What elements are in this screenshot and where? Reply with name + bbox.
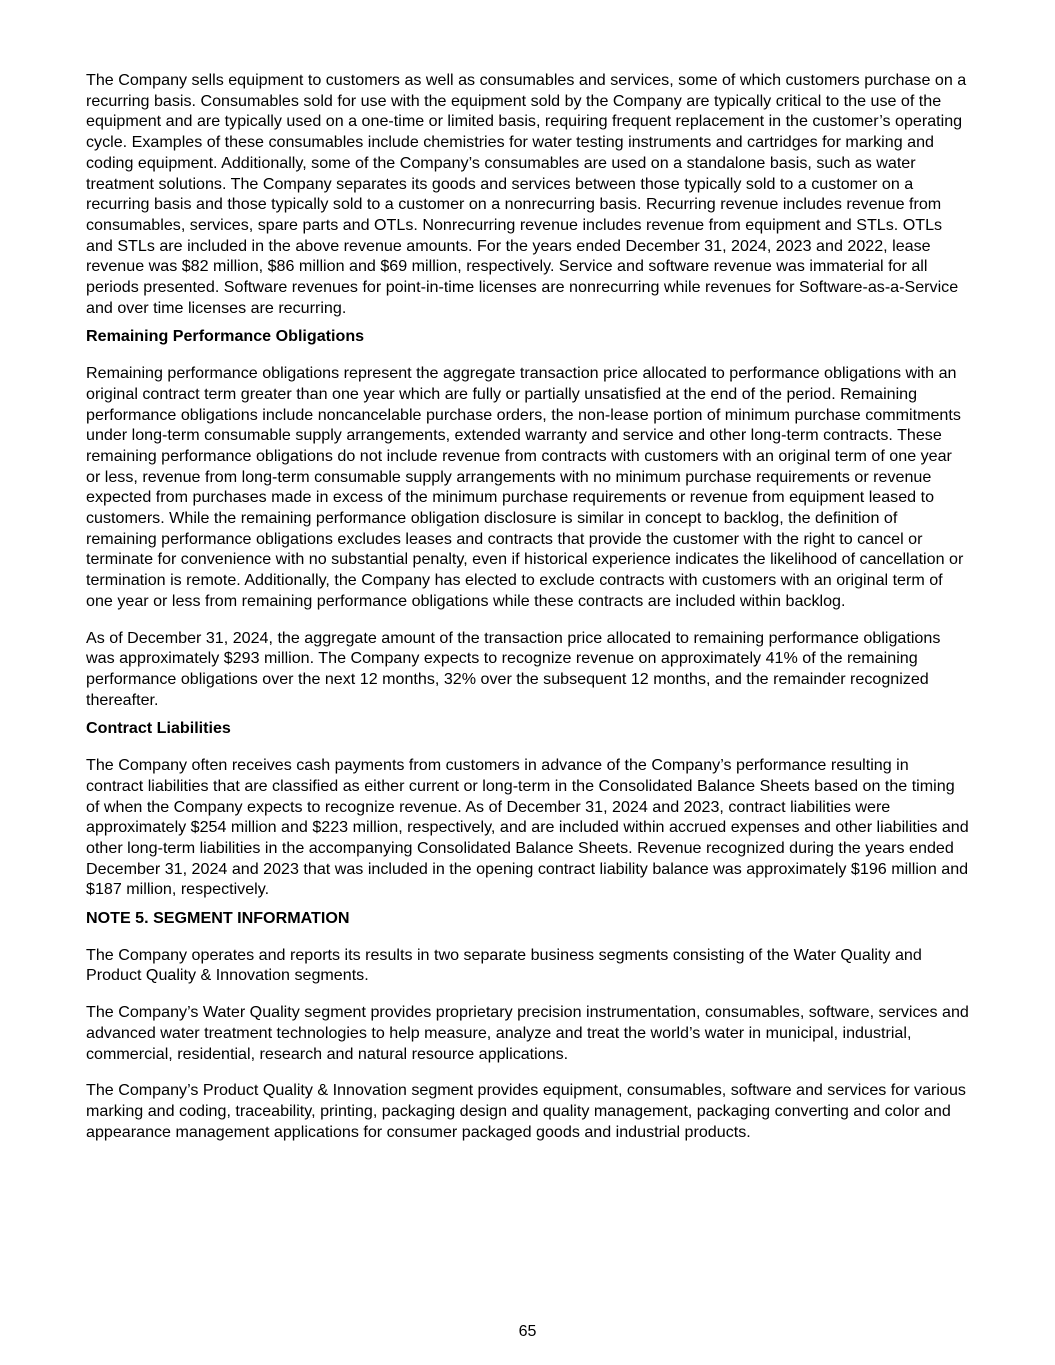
note-5-heading: NOTE 5. SEGMENT INFORMATION (86, 909, 350, 928)
rpo-definition-paragraph: Remaining performance obligations represent the aggregate transaction price allocated to performance obligations with an original contract term greater than one year which are fully or partially unsatisfied at the end of the period. Remaining performance obligations include noncancelable purchase orders, the non-lease portion of minimum purchase commitments under long-term consumable supply arrangements, extended warranty and service and other long-term contracts. These remaining performance obligations do not include revenue from contracts with customers with an original term of one year or less, revenue from long-term consumable supply arrangements with no minimum purchase requirements or revenue expected from purchases made in excess of the minimum purchase requirements or revenue from equipment leased to customers. While the remaining performance obligation disclosure is similar in concept to backlog, the definition of remaining performance obligations excludes leases and contracts that provide the customer with the right to cancel or terminate for convenience with no substantial penalty, even if historical experience indicates the likelihood of cancellation or termination is remote. Additionally, the Company has elected to exclude contracts with customers with an original term of one year or less from remaining performance obligations while these contracts are included within backlog. (86, 364, 964, 610)
contract-liabilities-heading: Contract Liabilities (86, 719, 231, 738)
rpo-amount-paragraph: As of December 31, 2024, the aggregate amount of the transaction price allocated to remaining performance obligations was approximately $293 million. The Company expects to recognize revenue on approximately 41% of the remaining performance obligations over the next 12 months, 32% over the subsequent 12 months, and the remainder recognized thereafter. (86, 628, 941, 709)
segments-overview-paragraph: The Company operates and reports its results in two separate business segments consisting of the Water Quality and Product Quality & Innovation segments. (86, 945, 922, 985)
revenue-paragraph: The Company sells equipment to customers as well as consumables and services, some of which customers purchase on a recurring basis. Consumables sold for use with the equipment sold by the Company are typically critical to the use of the equipment and are typically used on a one-time or limited basis, requiring frequent replacement in the customer’s operating cycle. Examples of these consumables include chemistries for water testing instruments and cartridges for marking and coding equipment. Additionally, some of the Company’s consumables are used on a standalone basis, such as water treatment solutions. The Company separates its goods and services between those typically sold to a customer on a recurring basis and those typically sold to a customer on a nonrecurring basis. Recurring revenue includes revenue from consumables, services, spare parts and OTLs. Nonrecurring revenue includes revenue from equipment and STLs. OTLs and STLs are included in the above revenue amounts. For the years ended December 31, 2024, 2023 and 2022, lease revenue was $82 million, $86 million and $69 million, respectively. Service and software revenue was immaterial for all periods presented. Software revenues for point-in-time licenses are nonrecurring while revenues for Software-as-a-Service and over time licenses are recurring. (86, 71, 967, 317)
document-page (86, 70, 970, 1158)
product-quality-paragraph: The Company’s Product Quality & Innovation segment provides equipment, consumables, software and services for various marking and coding, traceability, printing, packaging design and quality management, packaging converting and color and appearance management applications for consumer packaged goods and industrial products. (86, 1081, 966, 1141)
remaining-performance-obligations-heading: Remaining Performance Obligations (86, 327, 365, 346)
water-quality-paragraph: The Company’s Water Quality segment provides proprietary precision instrumentation, consumables, software, services and advanced water treatment technologies to help measure, analyze and treat the world’s water in municipal, industrial, commercial, residential, research and natural resource applications. (86, 1003, 969, 1063)
page-number: 65 (518, 1323, 537, 1340)
contract-liabilities-paragraph: The Company often receives cash payments from customers in advance of the Company’s performance resulting in contract liabilities that are classified as either current or long-term in the Consolidated Balance Sheets based on the timing of when the Company expects to recognize revenue. As of December 31, 2024 and 2023, contract liabilities were approximately $254 million and $223 million, respectively, and are included within accrued expenses and other liabilities and other long-term liabilities in the accompanying Consolidated Balance Sheets. Revenue recognized during the years ended December 31, 2024 and 2023 that was included in the opening contract liability balance was approximately $196 million and $187 million, respectively. (86, 756, 969, 899)
